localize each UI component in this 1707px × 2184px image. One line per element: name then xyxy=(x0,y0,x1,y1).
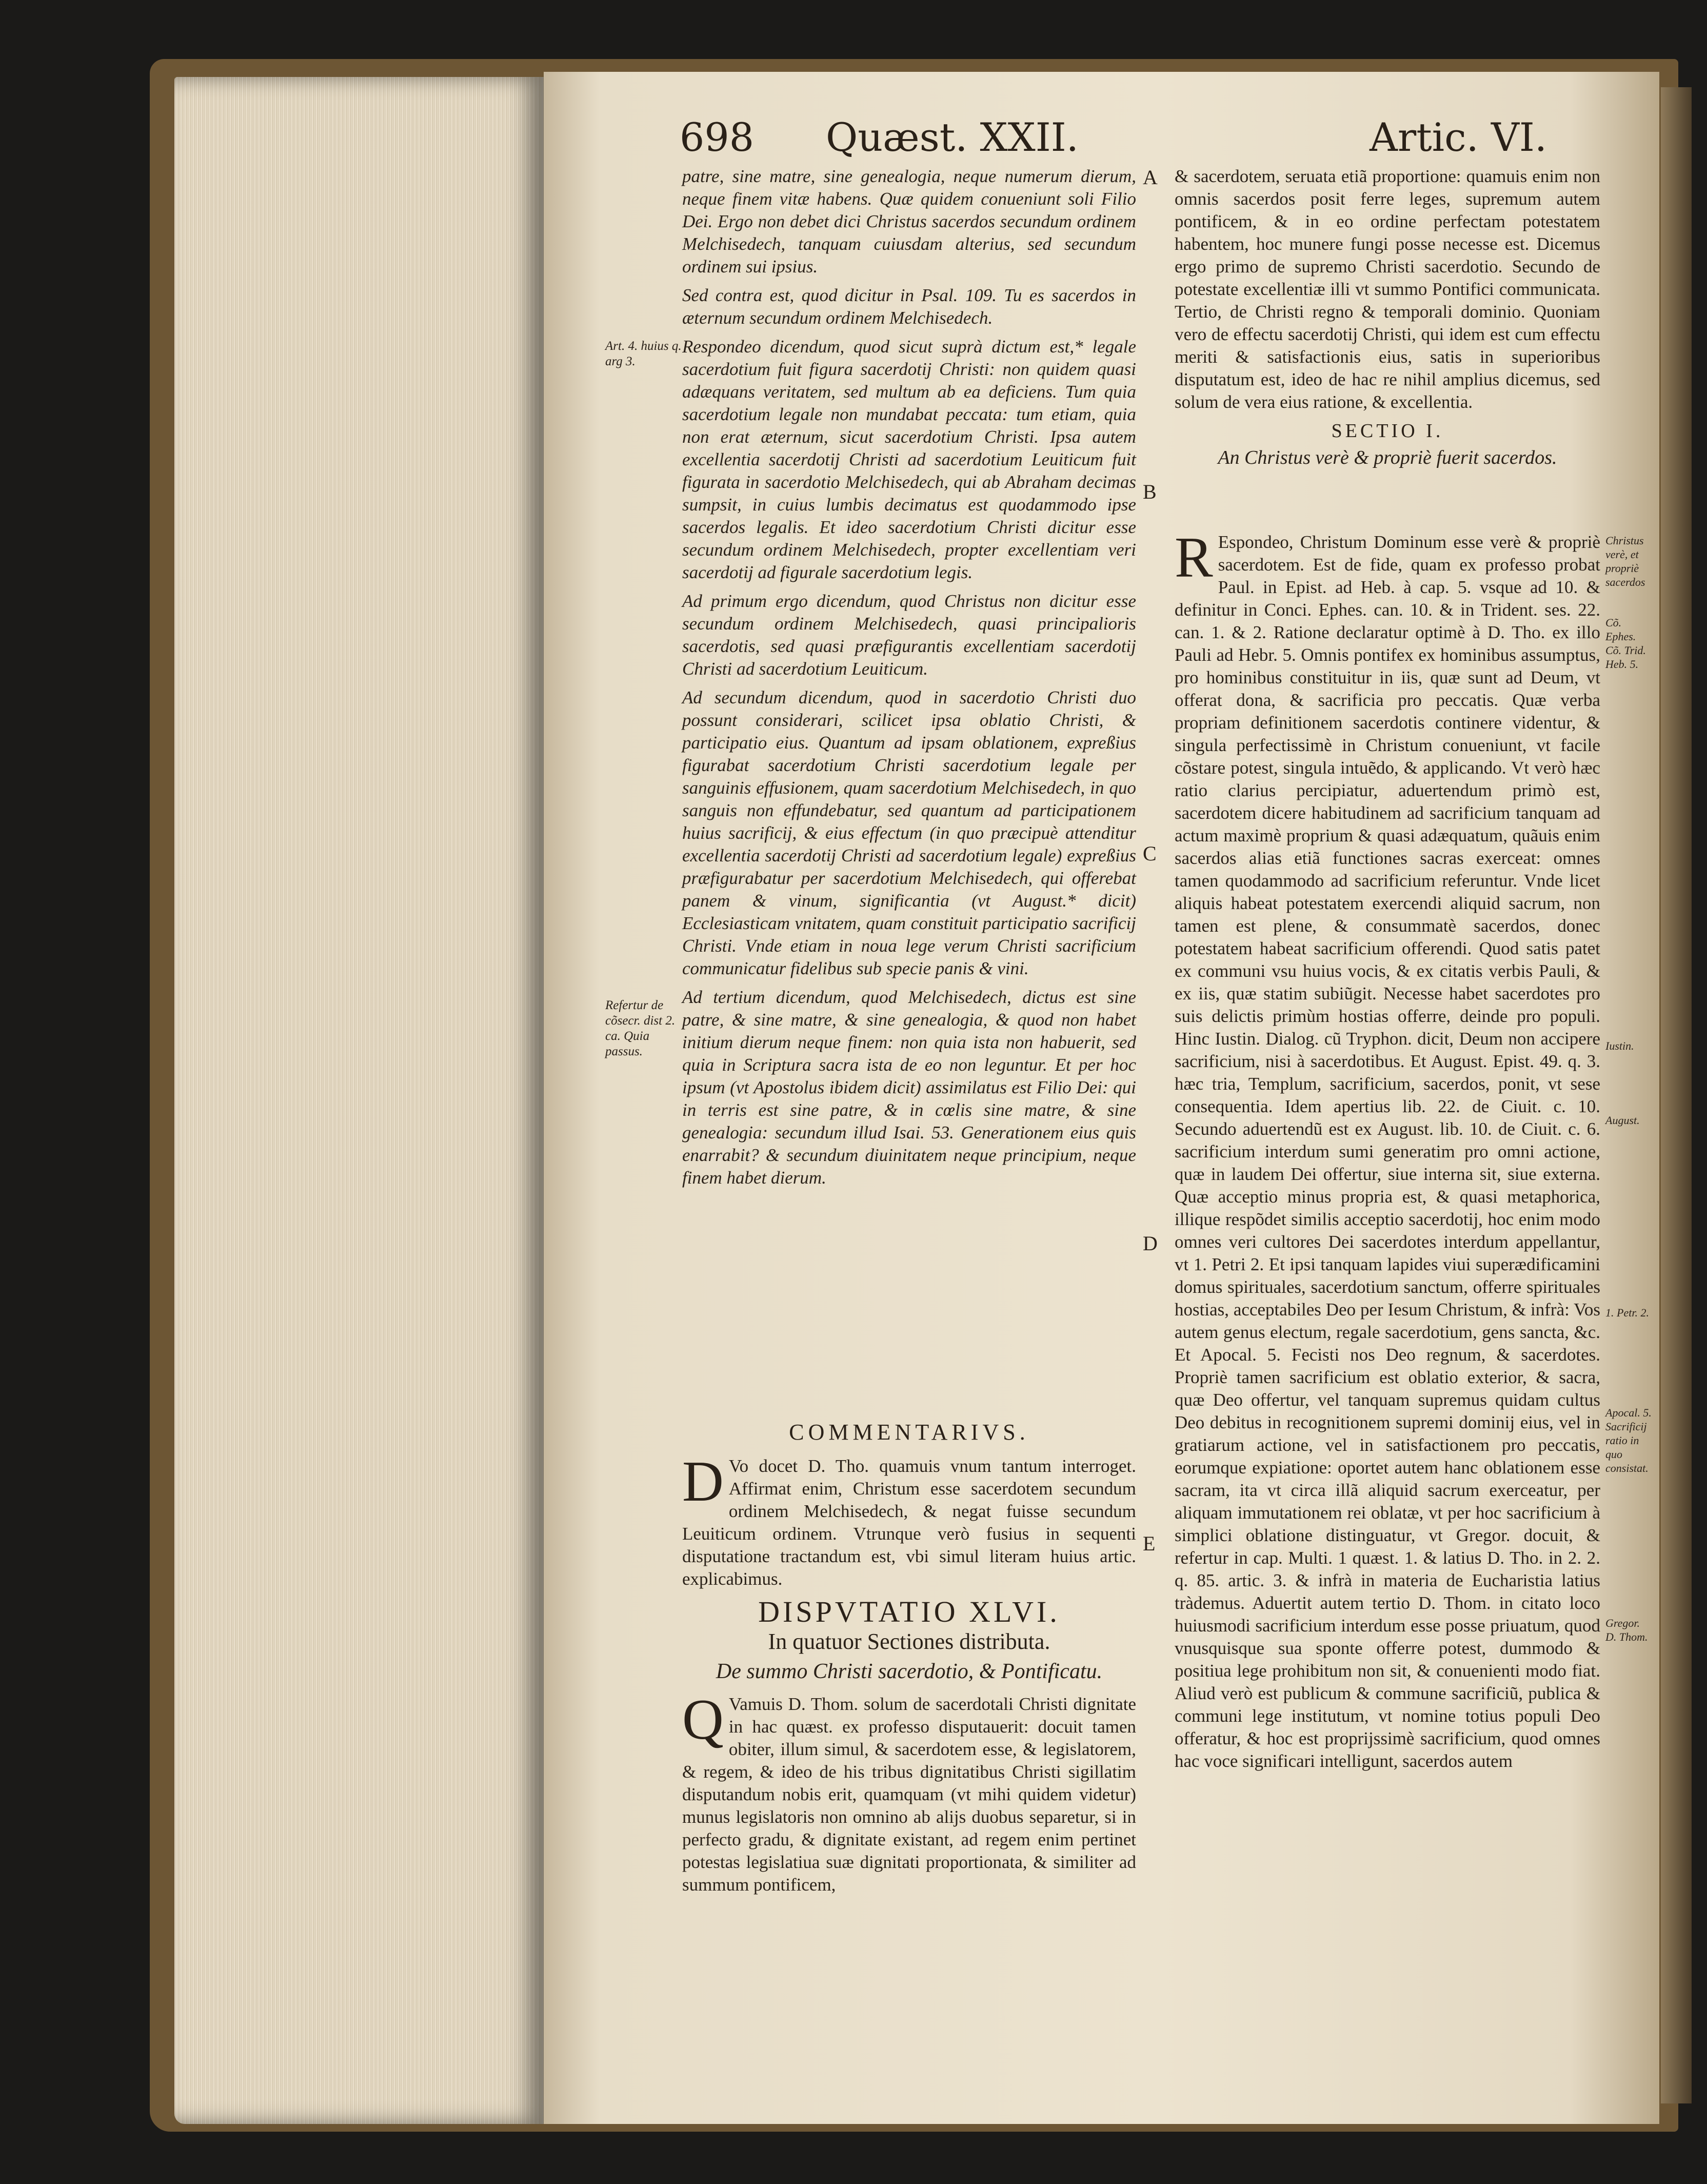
margin-note: August. xyxy=(1605,1114,1640,1127)
margin-note: Art. 4. huius q. arg 3. xyxy=(605,339,682,368)
commentarius-heading: COMMENTARIVS. xyxy=(789,1420,1029,1445)
margin-letter: E xyxy=(1143,1532,1156,1555)
margin-note: Gregor. D. Thom. xyxy=(1605,1617,1648,1643)
disputatio-paragraph xyxy=(682,1688,1136,1896)
facing-page-edge xyxy=(1661,87,1692,2103)
margin-letter: C xyxy=(1143,842,1157,865)
dropcap: Q xyxy=(682,1688,724,1752)
page-number: 698 xyxy=(680,114,755,160)
section-text: Espondeo, Christum Dominum esse verè & propriè sacerdotem. Est de fide, quam ex professo probat Paul. in Epist. ad Heb. à cap. 5. vsque ad 10. & definitur in Conci. Ephes. can. 10. & in Trident. ses. 22. can. 1. & 2. Ratione declaratur optimè à D. Tho. ex illo Pauli ad Hebr. 5. Omnis pontifex ex hominibus assumptus, pro hominibus constituitur in iis, quæ sunt ad Deum, vt offerat dona, & sacrificia pro peccatis. Quæ verba propriam definitionem sacerdotis continere videntur, & singula perfectissimè in Christum conueniunt, vt facile cõstare potest, singula intuẽdo, & applicando. Vt verò hæc ratio clarius percipiatur, aduertendum primò est, sacerdotem dicere habitudinem ad sacrificium tanquam ad actum maximè proprium & quasi adæquatum, quãuis enim sacerdos alias etiã functiones sacras exerceat: omnes tamen quodammodo ad sacrificium referuntur. Vnde licet aliquis habeat potestatem exercendi aliquid sacrum, non tamen est plene, & consummatè sacerdos, donec potestatem habeat sacrificium offerendi. Quod satis patet ex communi vsu huius vocis, & ex citatis verbis Pauli, & ex iis, quæ statim subiũgit. Necesse habet sacerdotes pro suis delictis primùm hostias offerre, deinde pro populi. Hinc Iustin. Dialog. cũ Tryphon. dicit, Deum non accipere sacrificium, nisi à sacerdotibus. Et August. Epist. 49. q. 3. hæc tria, Templum, sacrificium, sacerdos, ponit, vt sese consequentia. Idem apertius lib. 22. de Ciuit. c. 10. Secundo aduertendũ est ex August. lib. 10. de Ciuit. c. 6. sacrificium interdum sumi generatim pro omni actione, quæ in laudem Dei offertur, siue interna sit, siue externa. Quæ acceptio minus propria est, & quasi metaphorica, illique respõdet similis acceptio sacerdotij, hoc enim modo omnes veri cultores Dei sacerdotes interdum appellantur, vt 1. Petri 2. Et ipsi tanquam lapides viui superædificamini domus spirituales, sacerdotium sanctum, offerre spirituales hostias, acceptabiles Deo per Iesum Christum, & infrà: Vos autem genus electum, regale sacerdotium, gens sancta, &c. Et Apocal. 5. Fecisti nos Deo regnum, & sacerdotes. Propriè tamen sacrificium est oblatio exterior, & sacra, quæ Deo offertur, vel tanquam supremus quidam cultus Deo debitus in recognitionem supremi dominij eius, vel in gratiarum actione, vel in satisfactionem pro peccatis, eorumque expiatione: oportet autem hanc oblationem esse sacram, ita vt circa illã aliquid sacrum exerceatur, per aliquam immutationem rei oblatæ, vt per hoc sacrificium à simplici oblatione distinguatur, vt Gregor. docuit, & refertur in cap. Multi. 1 quæst. 1. & latius D. Tho. in 2. 2. q. 85. artic. 3. & infrà in materia de Eucharistia latius tràdemus. Aduertit autem tertio D. Thom. in citato loco huiusmodi sacrificium interdum esse posse priuatum, quod vnusquisque sua sponte offerre potest, dummodo & positiua lege prohibitum non sit, & conuenienti modo fiat. Aliud verò est publicum & commune sacrificiũ, publica & communi lege institutum, vt nomine totius populi Deo offeratur, & hoc est proprijssimè sacrificium, quod omnes hac voce significari intelligunt, sacerdos autem xyxy=(1175,532,1600,1771)
right-column xyxy=(1175,165,1600,476)
margin-note: Apocal. 5. Sacrificij ratio in quo consistat. xyxy=(1605,1406,1652,1474)
disputatio-text: Vamuis D. Thom. solum de sacerdotali Christi dignitate in hac quæst. ex professo disputauerit: docuit tamen obiter, illum simul, & sacerdotem esse, & legislatorem, & regem, & ideo de his tribus dignitatibus Christi sigillatim disputandum nobis erit, quamquam (vt mihi quidem videtur) munus legislatoris non omnino ab alijs duobus separetur, si in perfecto gradu, & dignitate existant, ad regem enim pertinet potestas legislatiua suæ dignitati proportionata, & similiter ad summum pontificem, xyxy=(682,1694,1136,1895)
right-lower-column xyxy=(1175,526,1600,1779)
margin-note: Christus verè, et propriè sacerdos xyxy=(1605,534,1645,588)
paragraph: Ad secundum dicendum, quod in sacerdotio Christi duo possunt considerari, scilicet ipsa oblatio Christi, & participatio eius. Quantum ad ipsam oblationem, expreßius figurabat sacerdotium Christi sacerdotium legale per sanguinis effusionem, quam sacerdotium Melchisedech, in quo sanguis non effundebatur, sed quantum ad participationem huius sacrificij, & eius effectum (in quo præcipuè attenditur excellentia sacerdotij Christi ad sacerdotium legale) expreßius præfigurabatur per sacerdotium Melchisedech, qui offerebat panem & vinum, significantia (vt August.* dicit) Ecclesiasticam vnitatem, quam constituit participatio sacrificij Christi. Vnde etiam in noua lege verum Christi sacrificium communicatur fidelibus sub specie panis & vini. xyxy=(682,687,1136,978)
paragraph: Sed contra est, quod dicitur in Psal. 109. Tu es sacerdos in æternum secundum ordinem Melchisedech. xyxy=(682,285,1136,328)
paragraph: Respondeo dicendum, quod sicut suprà dictum est,* legale sacerdotium fuit figura sacerdotij Christi: non quidem quasi adæquans veritatem, sed multum ab ea deficiens. Tum quia sacerdotium legale non mundabat peccata: tum etiam, quia non erat æternum, sicut sacerdotium Christi. Ipsa autem excellentia sacerdotij Christi ad sacerdotium Leuiticum fuit figurata in sacerdotio Melchisedech, qui ab Abraham decimas sumpsit, in cuius lumbis decimatus est quodammodo ipse sacerdos legalis. Et ideo sacerdotium Christi dicitur esse secundum ordinem Melchisedech, propter excellentiam veri sacerdotij ad figurale sacerdotium legis. xyxy=(682,337,1136,582)
disputatio-heading: DISPVTATIO XLVI. xyxy=(758,1595,1060,1628)
disputatio-title: De summo Christi sacerdotio, & Pontificatu. xyxy=(716,1660,1103,1683)
margin-letter: D xyxy=(1143,1232,1158,1255)
paragraph: patre, sine matre, sine genealogia, neque numerum dierum, neque finem vitæ habens. Quæ quidem conueniunt soli Filio Dei. Ergo non debet dici Christus sacerdos secundum ordinem Melchisedech, tanquam cuiusdam alterius, sed secundum ordinem sui ipsius. xyxy=(682,166,1136,277)
left-column xyxy=(682,165,1136,1195)
commentarius-text: Vo docet D. Tho. quamuis vnum tantum interroget. Affirmat enim, Christum esse sacerdotem secundum ordinem Melchisedech, & negat fuisse secundum Leuiticum ordinem. Vtrunque verò fusius in sequenti disputatione tractandum est, vbi simul literam huius artic. explicabimus. xyxy=(682,1456,1136,1589)
commentarius-paragraph xyxy=(682,1450,1136,1590)
running-head-articulus: Artic. VI. xyxy=(1369,114,1547,160)
disputatio-subheading: In quatuor Sectiones distributa. xyxy=(768,1629,1050,1654)
page-edges xyxy=(174,77,544,2124)
section-heading: SECTIO I. xyxy=(1331,420,1444,442)
paragraph: & sacerdotem, seruata etiã proportione: quamuis enim non omnis sacerdos posit ferre leges, supremum autem pontificem, & in eo ordine perfectam potestatem habentem, hoc munere fungi posse necesse est. Dicemus ergo primo de supremo Christi sacerdotio. Secundo de potestate excellentiæ illi vt summo Pontifici communicata. Tertio, de Christi regno & temporali dominio. Quoniam vero de effectu sacerdotij Christi, qui idem est cum effectu meriti & satisfactionis eius, satis in superioribus disputatum est, ideo de hac re nihil amplius dicemus, sed solum de vera eius ratione, & excellentia. xyxy=(1175,166,1600,412)
margin-note: Cõ. Ephes. Cõ. Trid. Heb. 5. xyxy=(1605,616,1646,671)
dropcap: R xyxy=(1175,526,1213,589)
left-lower-column xyxy=(682,1406,1136,1902)
paragraph: Ad primum ergo dicendum, quod Christus non dicitur esse secundum ordinem Melchisedech, quasi principalioris sacerdotis, sed quasi præfigurantis excellentiam sacerdotij Christi ad sacerdotium Leuiticum. xyxy=(682,591,1136,679)
margin-note: Refertur de cõsecr. dist 2. ca. Quia passus. xyxy=(605,998,676,1058)
margin-letter: B xyxy=(1143,480,1157,503)
margin-letter: A xyxy=(1143,166,1158,189)
running-head-quaestio: Quæst. XXII. xyxy=(826,114,1079,160)
margin-note: Iustin. xyxy=(1605,1039,1634,1052)
section-paragraph xyxy=(1175,526,1600,1773)
section-title: An Christus verè & propriè fuerit sacerdos. xyxy=(1218,447,1557,468)
paragraph: Ad tertium dicendum, quod Melchisedech, dictus est sine patre, & sine matre, & sine genealogia, & quod non habet initium dierum neque finem: non quia ista non habuerit, sed quia in Scriptura sacra ista de eo non leguntur. Et per hoc ipsum (vt Apostolus ibidem dicit) assimilatus est Filio Dei: qui in terris est sine patre, & in cœlis sine matre, & sine genealogia: secundum illud Isai. 53. Generationem eius quis enarrabit? & secundum diuinitatem neque principium, neque finem habet dierum. xyxy=(682,987,1136,1188)
margin-note: 1. Petr. 2. xyxy=(1605,1306,1649,1319)
dropcap: D xyxy=(682,1450,724,1513)
